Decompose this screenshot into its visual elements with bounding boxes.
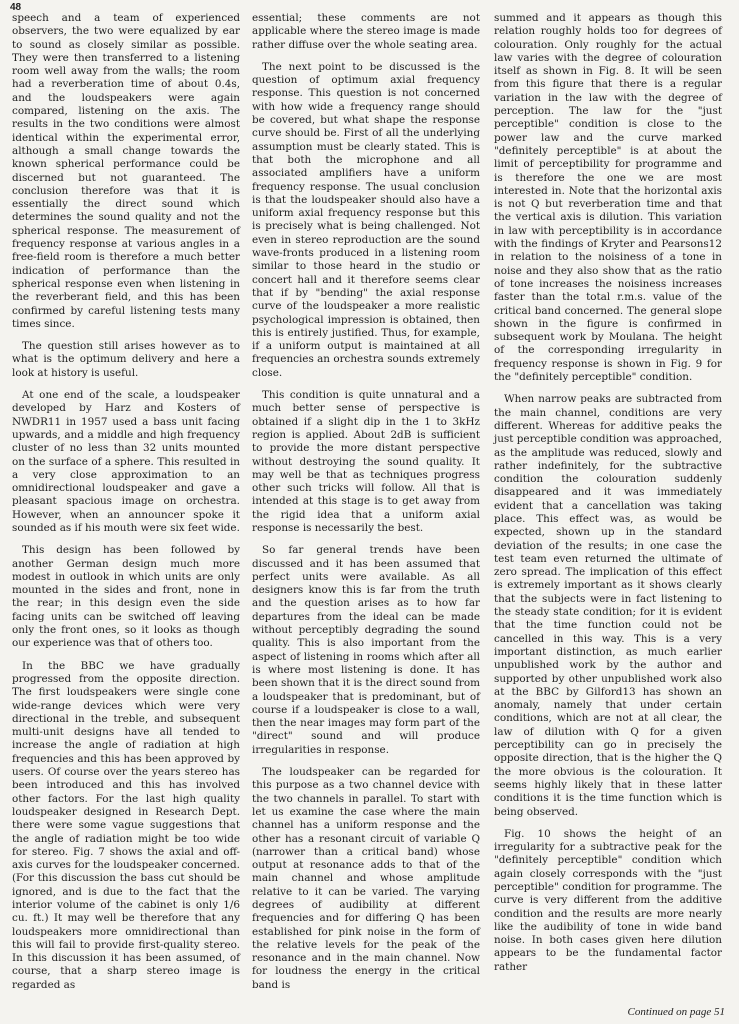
text-column-3: [494, 12, 722, 983]
paragraph: essential; these comments are not applicable where the stereo image is made rather diffuse over the whole seating area.: [252, 12, 480, 51]
paragraph: This design has been followed by another German design much more modest in outlook in which units are only mounted in the sides and front, none in the rear; in this design even the side facing units can be switched off leaving only the front ones, so it looks as though our experience was that of others too.: [12, 544, 240, 650]
continued-note: Continued on page 51: [627, 1006, 725, 1018]
paragraph: The loudspeaker can be regarded for this purpose as a two channel device with the two channels in parallel. To start with let us examine the case where the main channel has a uniform response and the other has a resonant circuit of variable Q (narrower than a critical band) whose output at resonance adds to that of the main channel and whose amplitude relative to it can be varied. The varying degrees of audibility at different frequencies and for differing Q has been established for pink noise in the form of the relative levels for the peak of the resonance and in the main channel. Now for loudness the energy in the critical band is: [252, 766, 480, 991]
paragraph: When narrow peaks are subtracted from the main channel, conditions are very different. Whereas for additive peaks the just perceptible condition was approached, as the amplitude was reduced, slowly and rather indefinitely, for the subtractive condition the colouration suddenly disappeared and it was immediately evident that a cancellation was taking place. This effect was, as would be expected, shown up in the standard deviation of the results; in one case the test team even returned the ultimate of zero spread. The implication of this effect is extremely important as it shows clearly that the subjects were in fact listening to the steady state condition; for it is evident that the time function could not be cancelled in this way. This is a very important distinction, as much earlier unpublished work by the author and supported by other unpublished work also at the BBC by Gilford13 has shown an anomaly, namely that under certain conditions, which are not at all clear, the law of dilution with Q for a given perceptibility can go in precisely the opposite direction, that is the higher the Q the more obvious is the colouration. It seems highly likely that in these latter conditions it is the time function which is being observed.: [494, 393, 722, 818]
paragraph: So far general trends have been discussed and it has been assumed that perfect units were available. As all designers know this is far from the truth and the question arises as to how far departures from the ideal can be made without perceptibly degrading the sound quality. This is also important from the aspect of listening in rooms which after all is where most listening is done. It has been shown that it is the direct sound from a loudspeaker that is predominant, but of course if a loudspeaker is close to a wall, then the near images may form part of the "direct" sound and will produce irregularities in response.: [252, 544, 480, 756]
paragraph: The question still arises however as to what is the optimum delivery and here a look at history is useful.: [12, 340, 240, 379]
page-number: 48: [10, 2, 22, 13]
paragraph: Fig. 10 shows the height of an irregularity for a subtractive peak for the "definitely perceptible" condition which again closely corresponds with the "just perceptible" condition for programme. The curve is very different from the additive condition and the results are more nearly like the audibility of tone in wide band noise. In both cases given here dilution appears to be the fundamental factor rather: [494, 827, 722, 973]
text-column-1: [12, 12, 240, 1001]
paragraph: speech and a team of experienced observers, the two were equalized by ear to sound as closely similar as possible. They were then transferred to a listening room well away from the walls; the room had a reverberation time of about 0.4s, and the loudspeakers were again compared, listening on the axis. The results in the two conditions were almost identical within the experimental error, although a small change towards the known spherical performance could be discerned but not guaranteed. The conclusion therefore was that it is essentially the direct sound which determines the sound quality and not the spherical response. The measurement of frequency response at various angles in a free-field room is therefore a much better indication of performance than the spherical response even when listening in the reverberant field, and this has been confirmed by careful listening tests many times since.: [12, 12, 240, 330]
paragraph: The next point to be discussed is the question of optimum axial frequency response. This question is not concerned with how wide a frequency range should be covered, but what shape the response curve should be. First of all the underlying assumption must be clearly stated. This is that both the microphone and all associated amplifiers have a uniform frequency response. The usual conclusion is that the loudspeaker should also have a uniform axial frequency response but this is precisely what is being challenged. Not even in stereo reproduction are the sound wave-fronts produced in a listening room similar to those heard in the studio or concert hall and it therefore seems clear that if by "bending" the axial response curve of the loudspeaker a more realistic psychological impression is obtained, then this is entirely justified. Thus, for example, if a uniform output is maintained at all frequencies an orchestra sounds extremely close.: [252, 60, 480, 379]
paragraph: At one end of the scale, a loudspeaker developed by Harz and Kosters of NWDR11 in 1957 used a bass unit facing upwards, and a middle and high frequency cluster of no less than 32 units mounted on the surface of a sphere. This resulted in a very close approximation to an omnidirectional loudspeaker and gave a pleasant spacious image on orchestra. However, when an announcer spoke it sounded as if his mouth were six feet wide.: [12, 389, 240, 534]
text-column-2: [252, 12, 480, 1001]
paragraph: summed and it appears as though this relation roughly holds too for degrees of colouration. Only roughly for the actual law varies with the degree of colouration itself as shown in Fig. 8. It will be seen from this figure that there is a regular variation in the law with the degree of perception. The law for the "just perceptible" condition is close to the power law and the curve marked "definitely perceptible" is at about the limit of perceptibility for programme and is therefore the one we are most interested in. Note that the horizontal axis is not Q but reverberation time and that the vertical axis is dilution. This variation in law with perceptibility is in accordance with the findings of Kryter and Pearsons12 in relation to the noisiness of a tone in noise and they also show that as the ratio of tone increases the noisiness increases faster than the total r.m.s. value of the critical band concerned. The general slope shown in the figure is confirmed in subsequent work by Moulana. The height of the corresponding irregularity in frequency response is shown in Fig. 9 for the "definitely perceptible" condition.: [494, 12, 722, 384]
paragraph: In the BBC we have gradually progressed from the opposite direction. The first loudspeakers were single cone wide-range devices which were very directional in the treble, and subsequent multi-unit designs have all tended to increase the angle of radiation at high frequencies and this has been approved by users. Of course over the years stereo has been introduced and this has involved other factors. For the last high quality loudspeaker designed in Research Dept. there were some vague suggestions that the angle of radiation might be too wide for stereo. Fig. 7 shows the axial and off-axis curves for the loudspeaker concerned. (For this discussion the bass cut should be ignored, and is due to the fact that the interior volume of the cabinet is only 1/6 cu. ft.) It may well be therefore that any loudspeakers more omnidirectional than this will fail to provide first-quality stereo. In this discussion it has been assumed, of course, that a sharp stereo image is regarded as: [12, 659, 240, 991]
paragraph: This condition is quite unnatural and a much better sense of perspective is obtained if a slight dip in the 1 to 3kHz region is applied. About 2dB is sufficient to provide the more distant perspective without destroying the sound quality. It may well be that as techniques progress other such tricks will follow. All that is intended at this stage is to get away from the rigid idea that a uniform axial response is necessarily the best.: [252, 389, 480, 534]
